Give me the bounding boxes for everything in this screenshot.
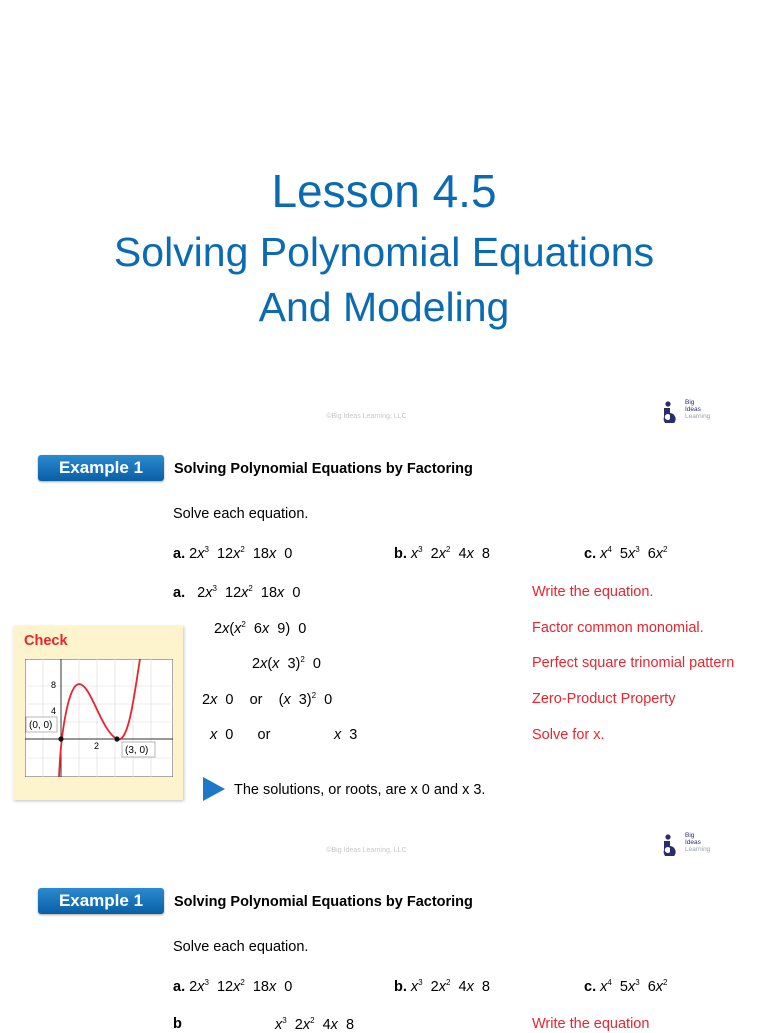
- logo-word-ideas: Ideas: [685, 839, 701, 846]
- big-ideas-logo-2: [663, 832, 723, 858]
- logo-word-big: Big: [685, 832, 695, 839]
- step-4-or: or: [249, 692, 263, 708]
- logo-wordmark: [685, 399, 710, 420]
- step-b-label-partial: b: [173, 1016, 182, 1032]
- step-b-note-partial: Write the equation: [532, 1016, 650, 1032]
- example-heading-2: Solving Polynomial Equations by Factoring: [174, 894, 473, 910]
- instruction-text-2: Solve each equation.: [173, 939, 309, 955]
- logo-word-big: Big: [685, 399, 695, 406]
- example-heading: Solving Polynomial Equations by Factoring: [174, 461, 473, 477]
- graph-label-origin: (0, 0): [29, 720, 53, 731]
- copyright-text: ©Big Ideas Learning, LLC: [326, 413, 407, 420]
- problem-a-2: a. $2x^3$ $12x^2$ 18x 0: [173, 978, 293, 995]
- problem-c: c. $x^4$ $5x^3$ $6x^2$: [584, 545, 668, 562]
- logo-wordmark-2: [685, 832, 710, 853]
- step-2-note: Factor common monomial.: [532, 620, 704, 636]
- step-5: x 0 or: [210, 727, 271, 743]
- lesson-title: Lesson 4.5: [271, 165, 497, 217]
- lesson-subtitle-line2: And Modeling: [258, 284, 510, 330]
- example-badge: Example 1: [38, 455, 164, 481]
- play-arrow-icon: [203, 777, 225, 801]
- step-2: $2x(x^2$ 6x 9) 0: [214, 620, 307, 637]
- step-1-label: a.: [173, 585, 186, 601]
- problem-c-2: c. $x^4$ $5x^3$ $6x^2$: [584, 978, 668, 995]
- logo-word-learning: Learning: [685, 413, 711, 420]
- logo-word-learning: Learning: [685, 846, 711, 853]
- lesson-subtitle-line1: Solving Polynomial Equations: [113, 229, 655, 275]
- conclusion-text: The solutions, or roots, are x 0 and x 3.: [234, 782, 486, 798]
- step-4: 2x 0 or (x 3)$^2$ 0: [202, 691, 333, 708]
- problem-b-label: b.: [394, 546, 407, 562]
- graph-y-tick-8: 8: [51, 680, 57, 690]
- step-1: a. $2x^3$ $12x^2$ 18x 0: [173, 584, 301, 601]
- problem-a-label-2: a.: [173, 979, 186, 995]
- graph-point-root: [114, 736, 119, 741]
- step-3: 2x(x 3)$^2$ 0: [252, 655, 321, 672]
- copyright-text-2: ©Big Ideas Learning, LLC: [326, 847, 407, 854]
- check-graph: [25, 659, 173, 777]
- big-ideas-logo-icon: [663, 834, 681, 856]
- problem-b-2: b. $x^3$ $2x^2$ 4x 8: [394, 978, 490, 995]
- problem-c-label: c.: [584, 546, 597, 562]
- problem-b: b. $x^3$ $2x^2$ 4x 8: [394, 545, 490, 562]
- problem-a: a. $2x^3$ $12x^2$ 18x 0: [173, 545, 293, 562]
- step-5-note: Solve for x.: [532, 727, 605, 743]
- graph-y-tick-4: 4: [51, 706, 57, 716]
- step-5-or: or: [257, 727, 271, 743]
- step-b-partial: [173, 1016, 182, 1032]
- example-badge-2: Example 1: [38, 888, 164, 914]
- step-4-note: Zero-Product Property: [532, 691, 676, 707]
- problem-c-label-2: c.: [584, 979, 597, 995]
- problem-a-label: a.: [173, 546, 186, 562]
- step-3-note: Perfect square trinomial pattern: [532, 655, 735, 671]
- big-ideas-logo-icon: [663, 401, 681, 423]
- instruction-text: Solve each equation.: [173, 506, 309, 522]
- graph-x-tick-2: 2: [94, 741, 100, 751]
- graph-label-root: (3, 0): [125, 745, 149, 756]
- step-b-expression-partial: $x^3$ $2x^2$ 4x 8: [275, 1016, 355, 1033]
- step-5-right: x 3: [334, 727, 358, 743]
- graph-point-origin: [58, 736, 63, 741]
- step-1-note: Write the equation.: [532, 584, 654, 600]
- big-ideas-logo: [663, 399, 723, 425]
- check-card: [13, 626, 183, 800]
- check-label: Check: [24, 633, 68, 649]
- problem-b-label-2: b.: [394, 979, 407, 995]
- logo-word-ideas: Ideas: [685, 406, 701, 413]
